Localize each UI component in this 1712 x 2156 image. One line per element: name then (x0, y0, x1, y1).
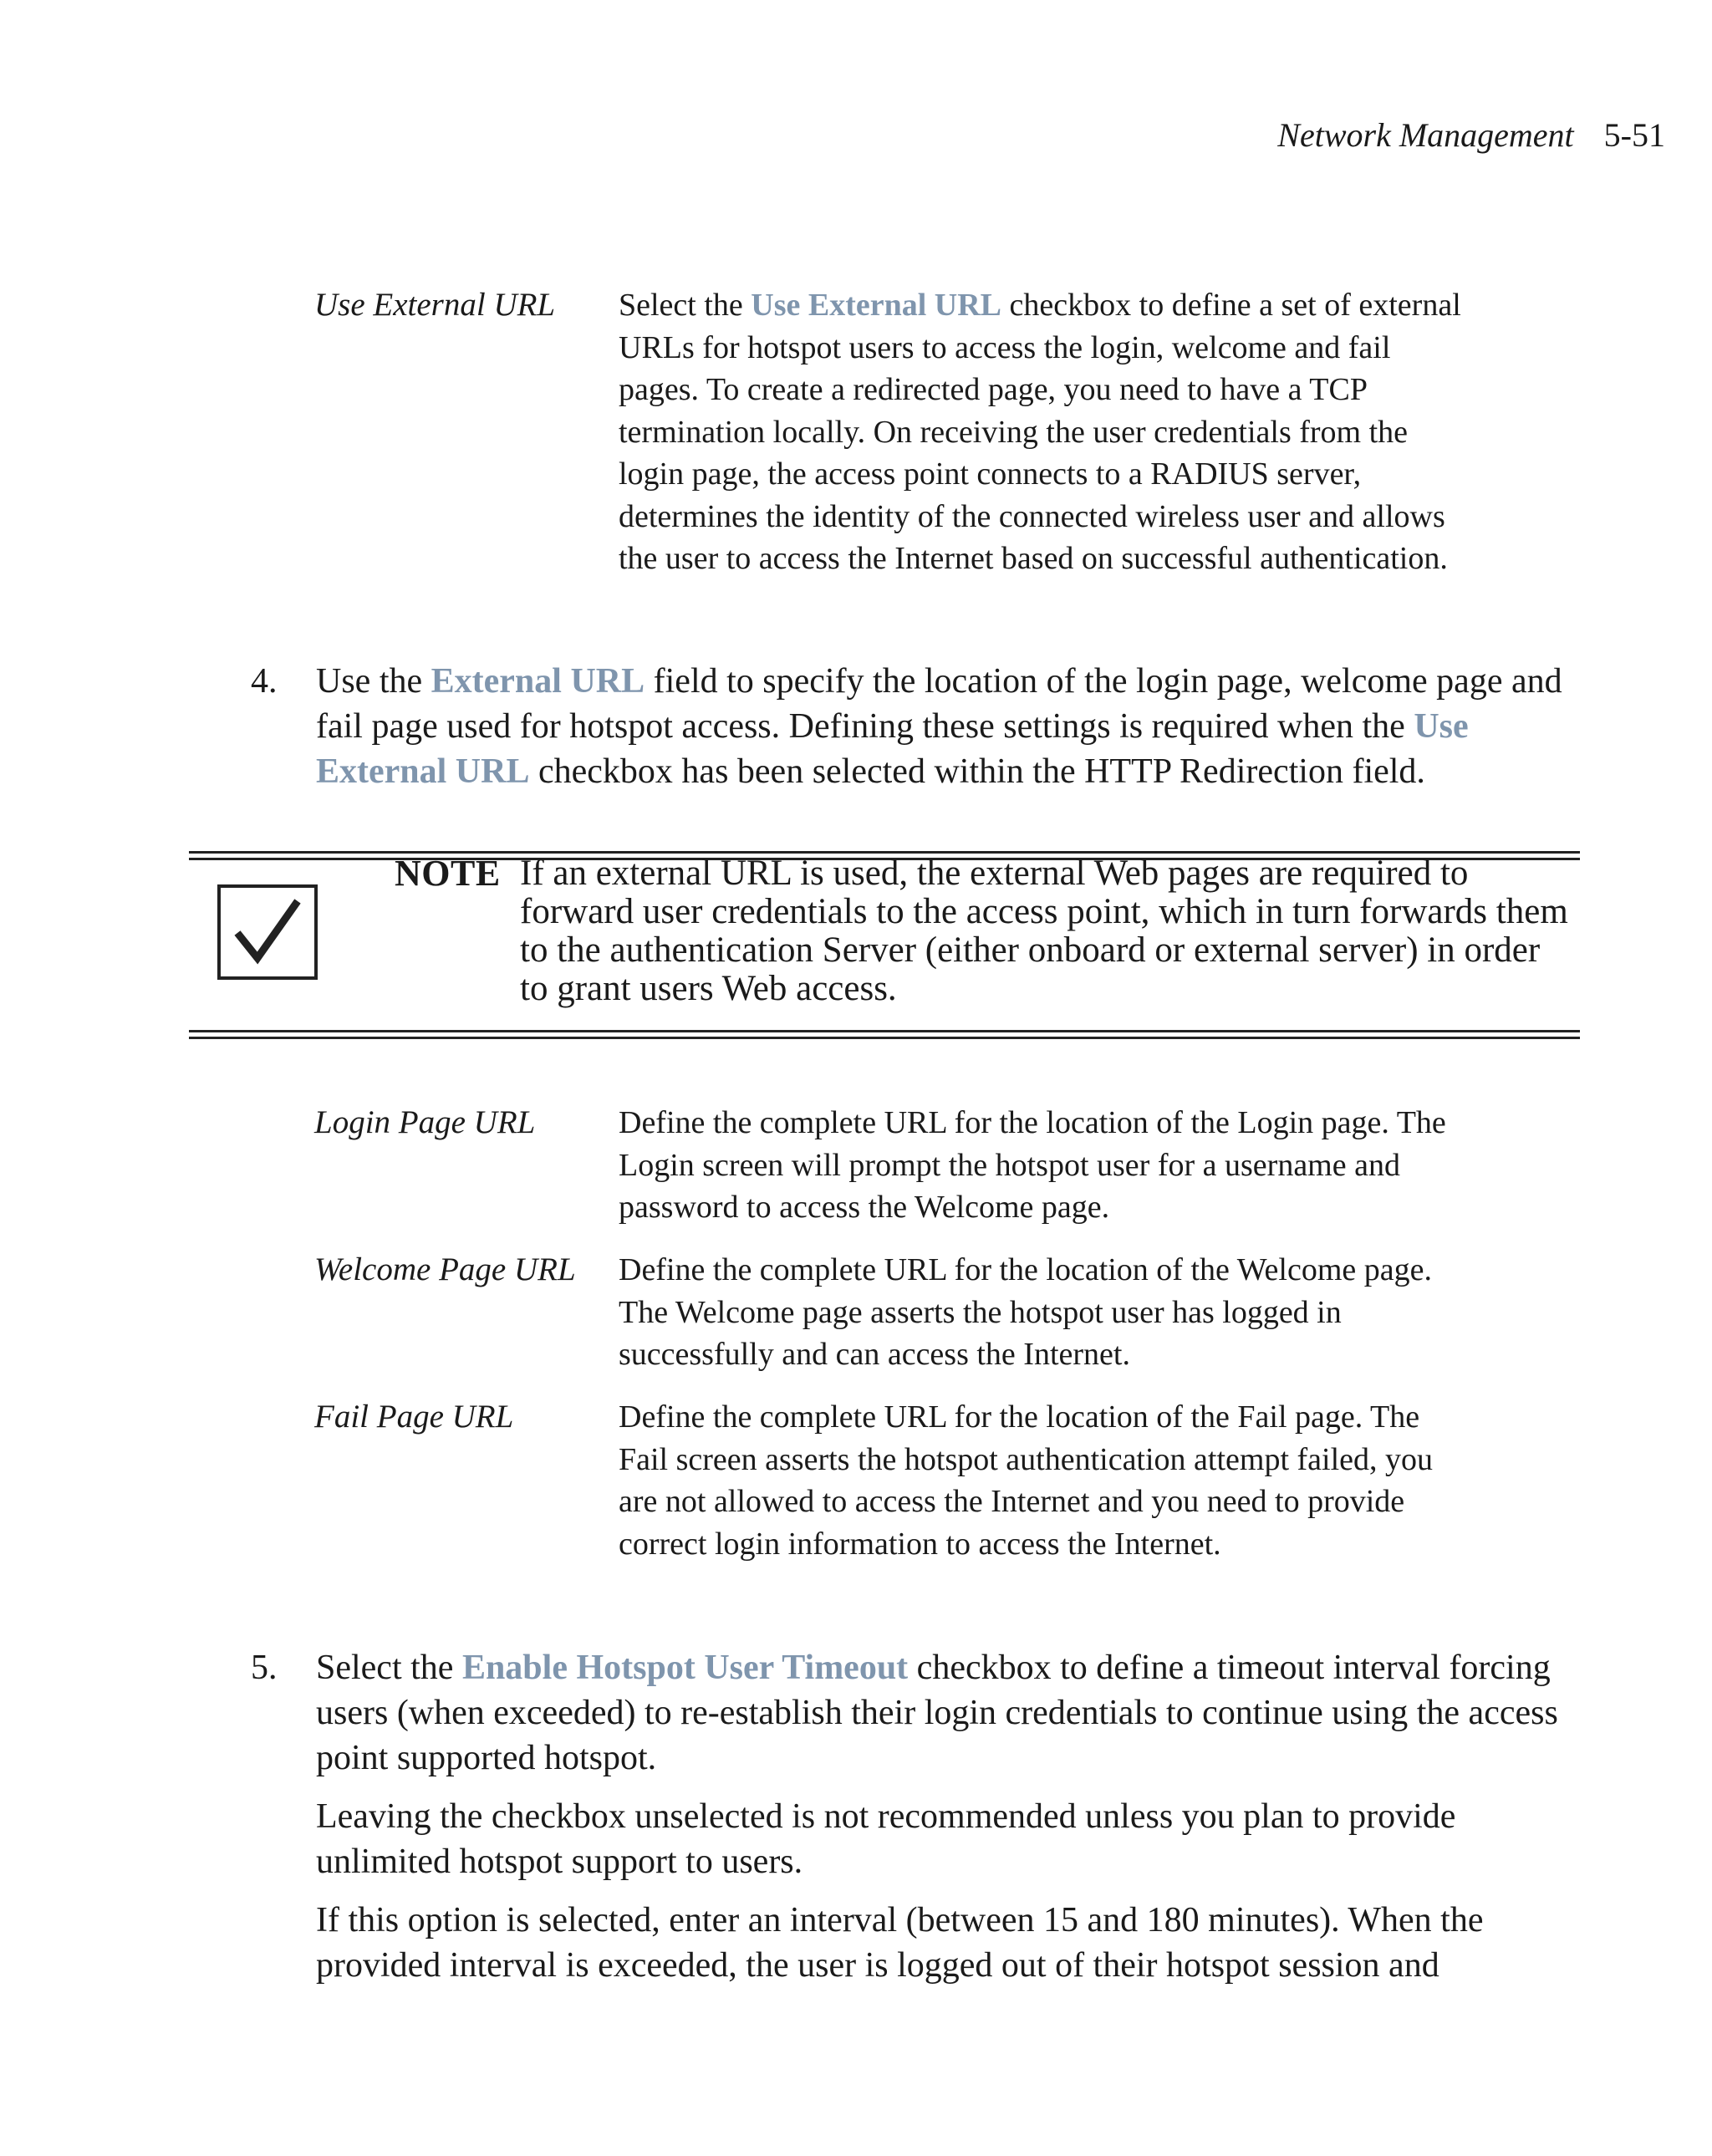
checkmark-glyph (232, 896, 303, 968)
note-label: NOTE (395, 853, 501, 894)
definition-description: Define the complete URL for the location of the Login page. The Login screen will prompt the hotspot user for a username and password to access the Welcome page. (619, 1105, 1446, 1225)
ui-keyword: Enable Hotspot User Timeout (461, 1649, 909, 1687)
ui-keyword: Use External URL (316, 707, 1469, 791)
checkmark-icon (217, 884, 318, 980)
step-paragraph: If this option is selected, enter an interval (between 15 and 180 minutes). When the provided interval is exceeded, the user is logged out of their hotspot session and (316, 1901, 1484, 1985)
page-number: 5-51 (1603, 116, 1665, 154)
ui-keyword: Use External URL (751, 288, 1002, 323)
definition-description: Select the Use External URL checkbox to define a set of external URLs for hotspot users to access the login, welcome and fail pages. To create a redirected page, you need to have a TCP termination locally. On receiving the user credentials from the login page, the access point connects to a RADIUS server, determines the identity of the connected wireless user and allows the user to access the Internet based on successful authentication. (619, 288, 1461, 576)
note-text: If an external URL is used, the external Web pages are required to forward user credentials to the access point, which in turn forwards them to the authentication Server (either onboard or external server) in order to grant users Web access. (520, 854, 1568, 1008)
ui-keyword: External URL (431, 662, 645, 701)
definition-term: Welcome Page URL (314, 1251, 576, 1287)
step-paragraph: Leaving the checkbox unselected is not recommended unless you plan to provide unlimited hotspot support to users. (316, 1797, 1456, 1881)
definition-description: Define the complete URL for the location of the Welcome page. The Welcome page asserts the hotspot user has logged in successfully and can access the Internet. (619, 1252, 1432, 1372)
running-header (1277, 115, 1665, 155)
definition-term: Login Page URL (314, 1104, 536, 1140)
definition-term: Fail Page URL (314, 1399, 514, 1435)
step-body: Use the External URL field to specify the location of the login page, welcome page and fail page used for hotspot access. Defining these settings is required when the Use External URL checkbox has been selected within the HTTP Redirection field. (316, 662, 1562, 791)
definition-description: Define the complete URL for the location of the Fail page. The Fail screen asserts the hotspot authentication attempt failed, you are not allowed to access the Internet and you need to provide correct login information to access the Internet. (619, 1399, 1434, 1562)
step-body (316, 1645, 1570, 2001)
step-number: 4. (251, 662, 278, 701)
step-number: 5. (251, 1649, 278, 1687)
section-title: Network Management (1277, 116, 1574, 154)
step-paragraph: Select the Enable Hotspot User Timeout checkbox to define a timeout interval forcing users (when exceeded) to re-establish their login credentials to continue using the access point supported hotspot. (316, 1649, 1558, 1777)
definition-term: Use External URL (314, 287, 556, 323)
